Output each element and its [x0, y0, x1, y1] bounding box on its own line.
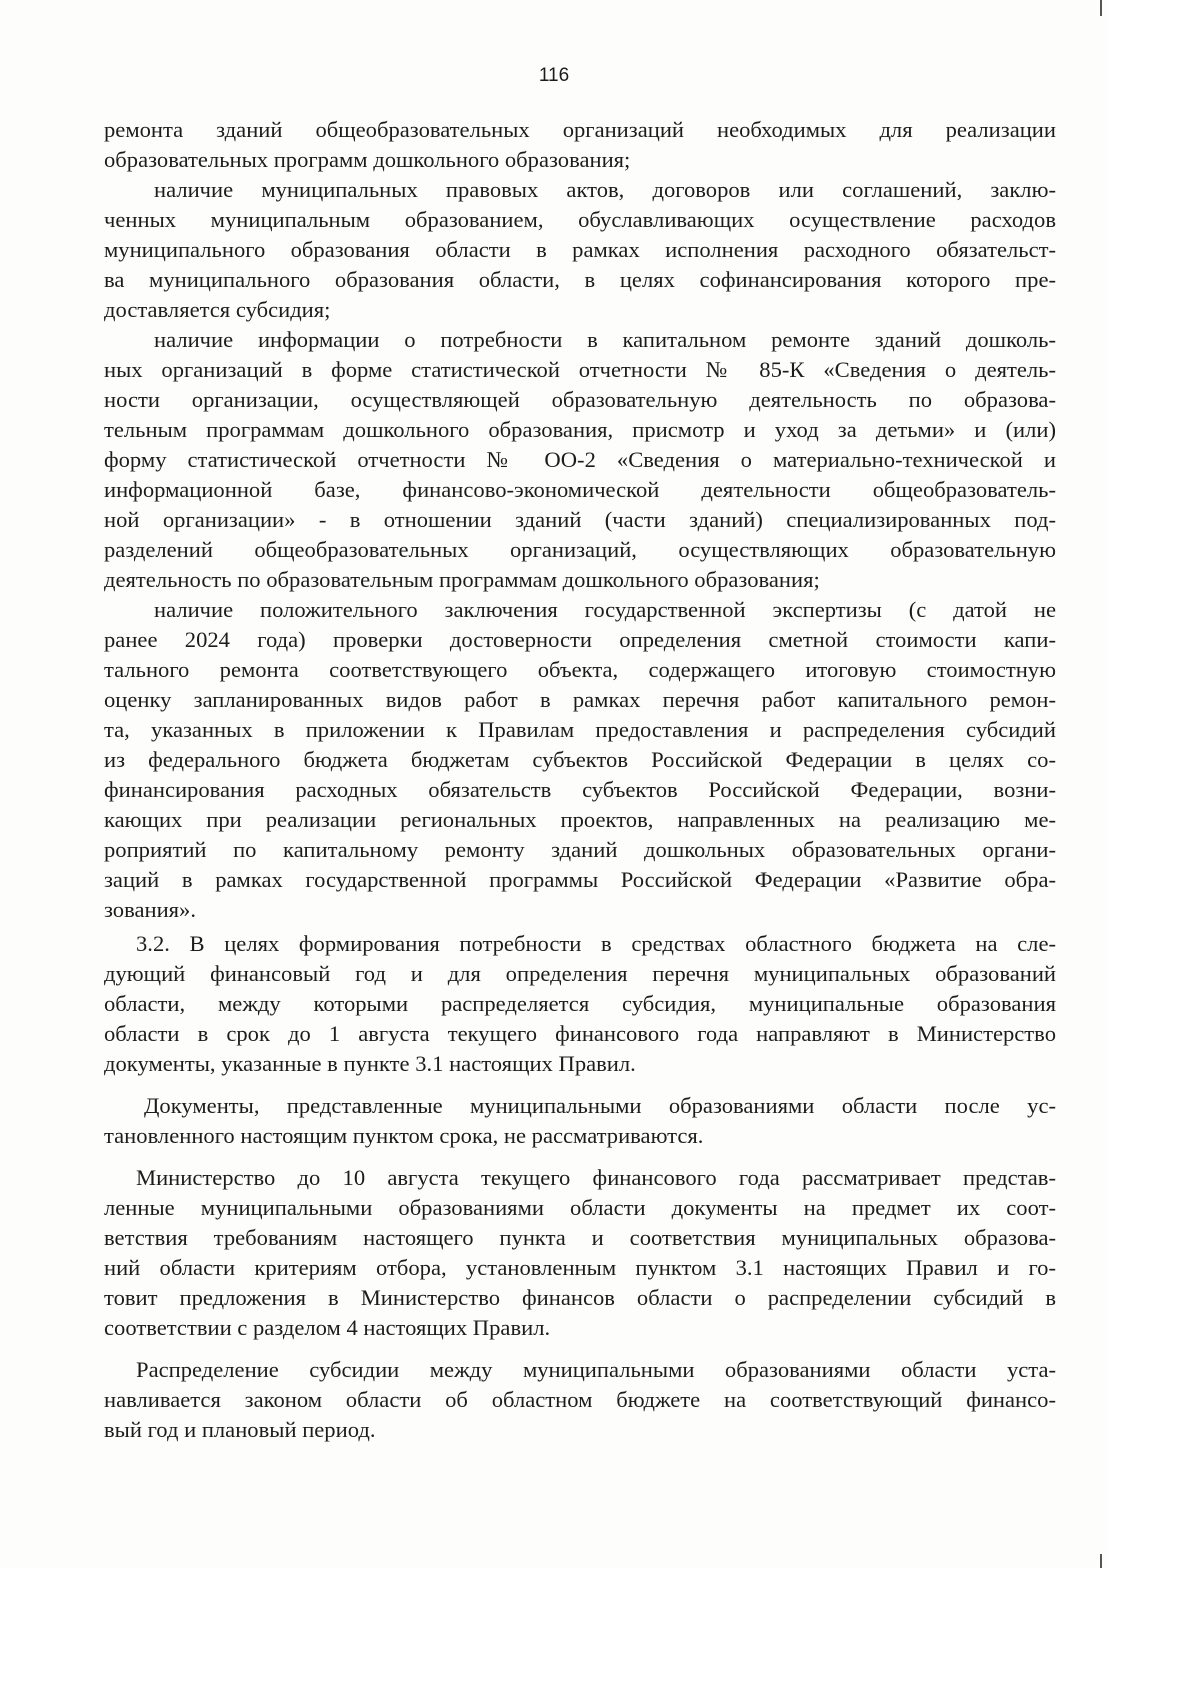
paragraph-gap: [104, 1151, 1056, 1163]
text-line: наличие положительного заключения государственной экспертизы (с датой не: [154, 597, 1056, 622]
text-line: Документы, представленные муниципальными образованиями области после ус-: [144, 1093, 1056, 1118]
paragraph: [104, 115, 1056, 175]
text-line: документы, указанные в пункте 3.1 настоящих Правил.: [104, 1051, 636, 1076]
paragraph: [104, 325, 1056, 595]
text-line: информационной базе, финансово-экономической деятельности общеобразователь-: [104, 477, 1056, 502]
text-line: ных организаций в форме статистической отчетности № 85-К «Сведения о деятель-: [104, 357, 1056, 382]
paragraph: [104, 175, 1056, 325]
scan-edge-mark: [1100, 1554, 1102, 1568]
text-line: доставляется субсидия;: [104, 297, 331, 322]
text-line: ной организации» - в отношении зданий (части зданий) специализированных под-: [104, 507, 1056, 532]
paragraph: [104, 929, 1056, 1079]
text-line: дующий финансовый год и для определения перечня муниципальных образований: [104, 961, 1056, 986]
page-number: 116: [538, 65, 570, 86]
text-line: заций в рамках государственной программы Российской Федерации «Развитие обра-: [104, 867, 1056, 892]
paragraph: [104, 595, 1056, 925]
text-line: финансирования расходных обязательств субъектов Российской Федерации, возни-: [104, 777, 1056, 802]
paragraph: [104, 1091, 1056, 1151]
text-line: навливается законом области об областном бюджете на соответствующий финансо-: [104, 1387, 1056, 1412]
text-line: ремонта зданий общеобразовательных организаций необходимых для реализации: [104, 117, 1056, 142]
text-line: соответствии с разделом 4 настоящих Правил.: [104, 1315, 551, 1340]
text-line: роприятий по капитальному ремонту зданий дошкольных образовательных органи-: [104, 837, 1056, 862]
text-line: наличие информации о потребности в капитальном ремонте зданий дошколь-: [154, 327, 1056, 352]
text-line: ветствия требованиям настоящего пункта и соответствия муниципальных образова-: [104, 1225, 1056, 1250]
document-body: [104, 115, 1056, 1445]
text-line: форму статистической отчетности № ОО-2 «Сведения о материально-технической и: [104, 447, 1056, 472]
paragraph: [104, 1355, 1056, 1445]
text-line: оценку запланированных видов работ в рамках перечня работ капитального ремон-: [104, 687, 1056, 712]
text-line: деятельность по образовательным программам дошкольного образования;: [104, 567, 820, 592]
text-line: разделений общеобразовательных организаций, осуществляющих образовательную: [104, 537, 1056, 562]
text-line: тановленного настоящим пунктом срока, не рассматриваются.: [104, 1123, 704, 1148]
text-line: области в срок до 1 августа текущего финансового года направляют в Министерство: [104, 1021, 1056, 1046]
paragraph-gap: [104, 1079, 1056, 1091]
text-line: Министерство до 10 августа текущего финансового года рассматривает представ-: [136, 1165, 1056, 1190]
text-line: та, указанных в приложении к Правилам предоставления и распределения субсидий: [104, 717, 1056, 742]
text-line: тального ремонта соответствующего объекта, содержащего итоговую стоимостную: [104, 657, 1056, 682]
scan-edge-mark: [1100, 0, 1102, 16]
text-line: ности организации, осуществляющей образовательную деятельность по образова-: [104, 387, 1056, 412]
text-line: Распределение субсидии между муниципальными образованиями области уста-: [136, 1357, 1056, 1382]
text-line: ченных муниципальным образованием, обуславливающих осуществление расходов: [104, 207, 1056, 232]
text-line: из федерального бюджета бюджетам субъектов Российской Федерации в целях со-: [104, 747, 1056, 772]
text-line: ва муниципального образования области, в целях софинансирования которого пре-: [104, 267, 1056, 292]
paragraph: [104, 1163, 1056, 1343]
text-line: ний области критериям отбора, установленным пунктом 3.1 настоящих Правил и го-: [104, 1255, 1056, 1280]
text-line: товит предложения в Министерство финансов области о распределении субсидий в: [104, 1285, 1056, 1310]
text-line: ленные муниципальными образованиями области документы на предмет их соот-: [104, 1195, 1056, 1220]
text-line: муниципального образования области в рамках исполнения расходного обязательст-: [104, 237, 1056, 262]
text-line: области, между которыми распределяется субсидия, муниципальные образования: [104, 991, 1056, 1016]
text-line: ранее 2024 года) проверки достоверности определения сметной стоимости капи-: [104, 627, 1056, 652]
paragraph-gap: [104, 1343, 1056, 1355]
text-line: наличие муниципальных правовых актов, договоров или соглашений, заклю-: [154, 177, 1056, 202]
text-line: образовательных программ дошкольного образования;: [104, 147, 631, 172]
text-line: кающих при реализации региональных проектов, направленных на реализацию ме-: [104, 807, 1056, 832]
text-line: зования».: [104, 897, 197, 922]
text-line: вый год и плановый период.: [104, 1417, 376, 1442]
text-line: 3.2. В целях формирования потребности в средствах областного бюджета на сле-: [136, 931, 1056, 956]
text-line: тельным программам дошкольного образования, присмотр и уход за детьми» и (или): [104, 417, 1056, 442]
